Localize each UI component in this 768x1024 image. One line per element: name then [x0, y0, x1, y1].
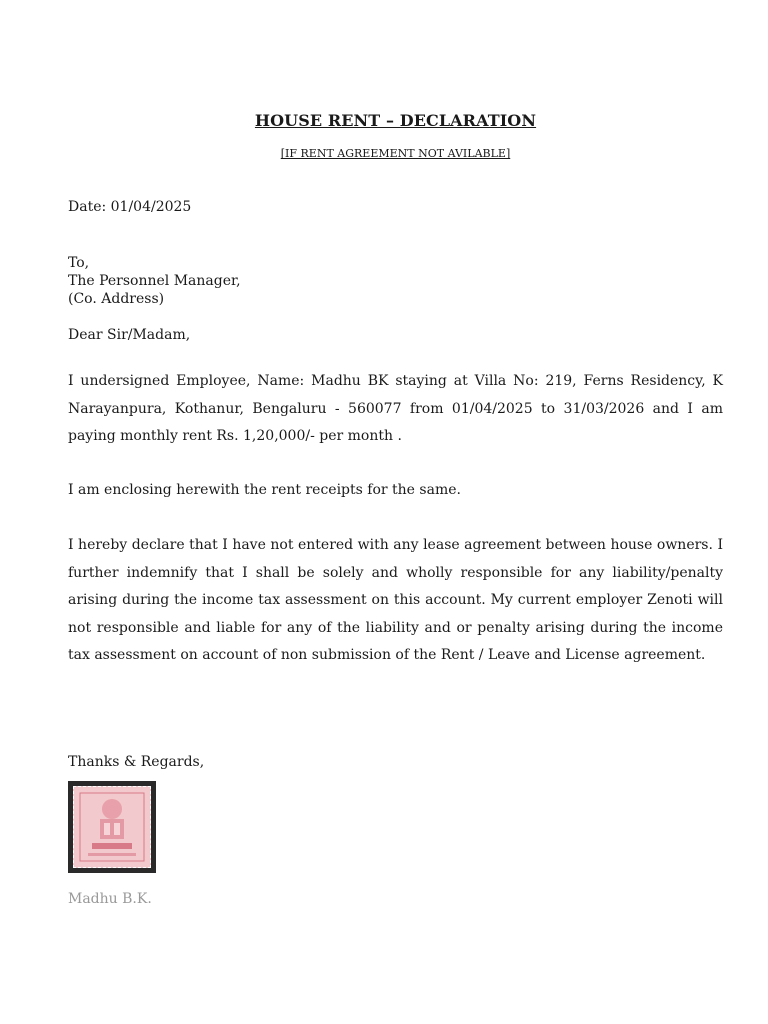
- date-line: Date: 01/04/2025: [68, 199, 192, 215]
- salutation: Dear Sir/Madam,: [68, 327, 191, 343]
- closing: Thanks & Regards,: [68, 754, 205, 770]
- document-title: HOUSE RENT – DECLARATION: [254, 111, 537, 130]
- stamp-face: [73, 786, 151, 868]
- address-company: (Co. Address): [68, 291, 165, 307]
- address-recipient: The Personnel Manager,: [68, 273, 241, 289]
- stamp-emblem-icon: [74, 787, 150, 867]
- paragraph-enclosure: I am enclosing herewith the rent receipts for the same.: [68, 482, 461, 498]
- recipient-address: [68, 254, 723, 308]
- paragraph-indemnity: I hereby declare that I have not entered with any lease agreement between house owners. I further indemnify that I shall be solely and wholly responsible for any liability/penalty arising during the income tax assessment on this account. My current employer Zenoti will not responsible and liable for any of the liability and or penalty arising during the income tax assessment on account of non submission of the Rent / Leave and License agreement.: [68, 537, 723, 663]
- revenue-stamp-icon: [68, 781, 156, 873]
- document-subtitle: [IF RENT AGREEMENT NOT AVILABLE]: [280, 147, 511, 160]
- paragraph-declaration: I undersigned Employee, Name: Madhu BK staying at Villa No: 219, Ferns Residency, K Narayanpura, Kothanur, Bengaluru - 560077 from 01/04/2025 to 31/03/2026 and I am paying monthly rent Rs. 1,20,000/- per month .: [68, 373, 723, 444]
- address-to: To,: [68, 255, 90, 271]
- signature-name: Madhu B.K.: [68, 891, 152, 907]
